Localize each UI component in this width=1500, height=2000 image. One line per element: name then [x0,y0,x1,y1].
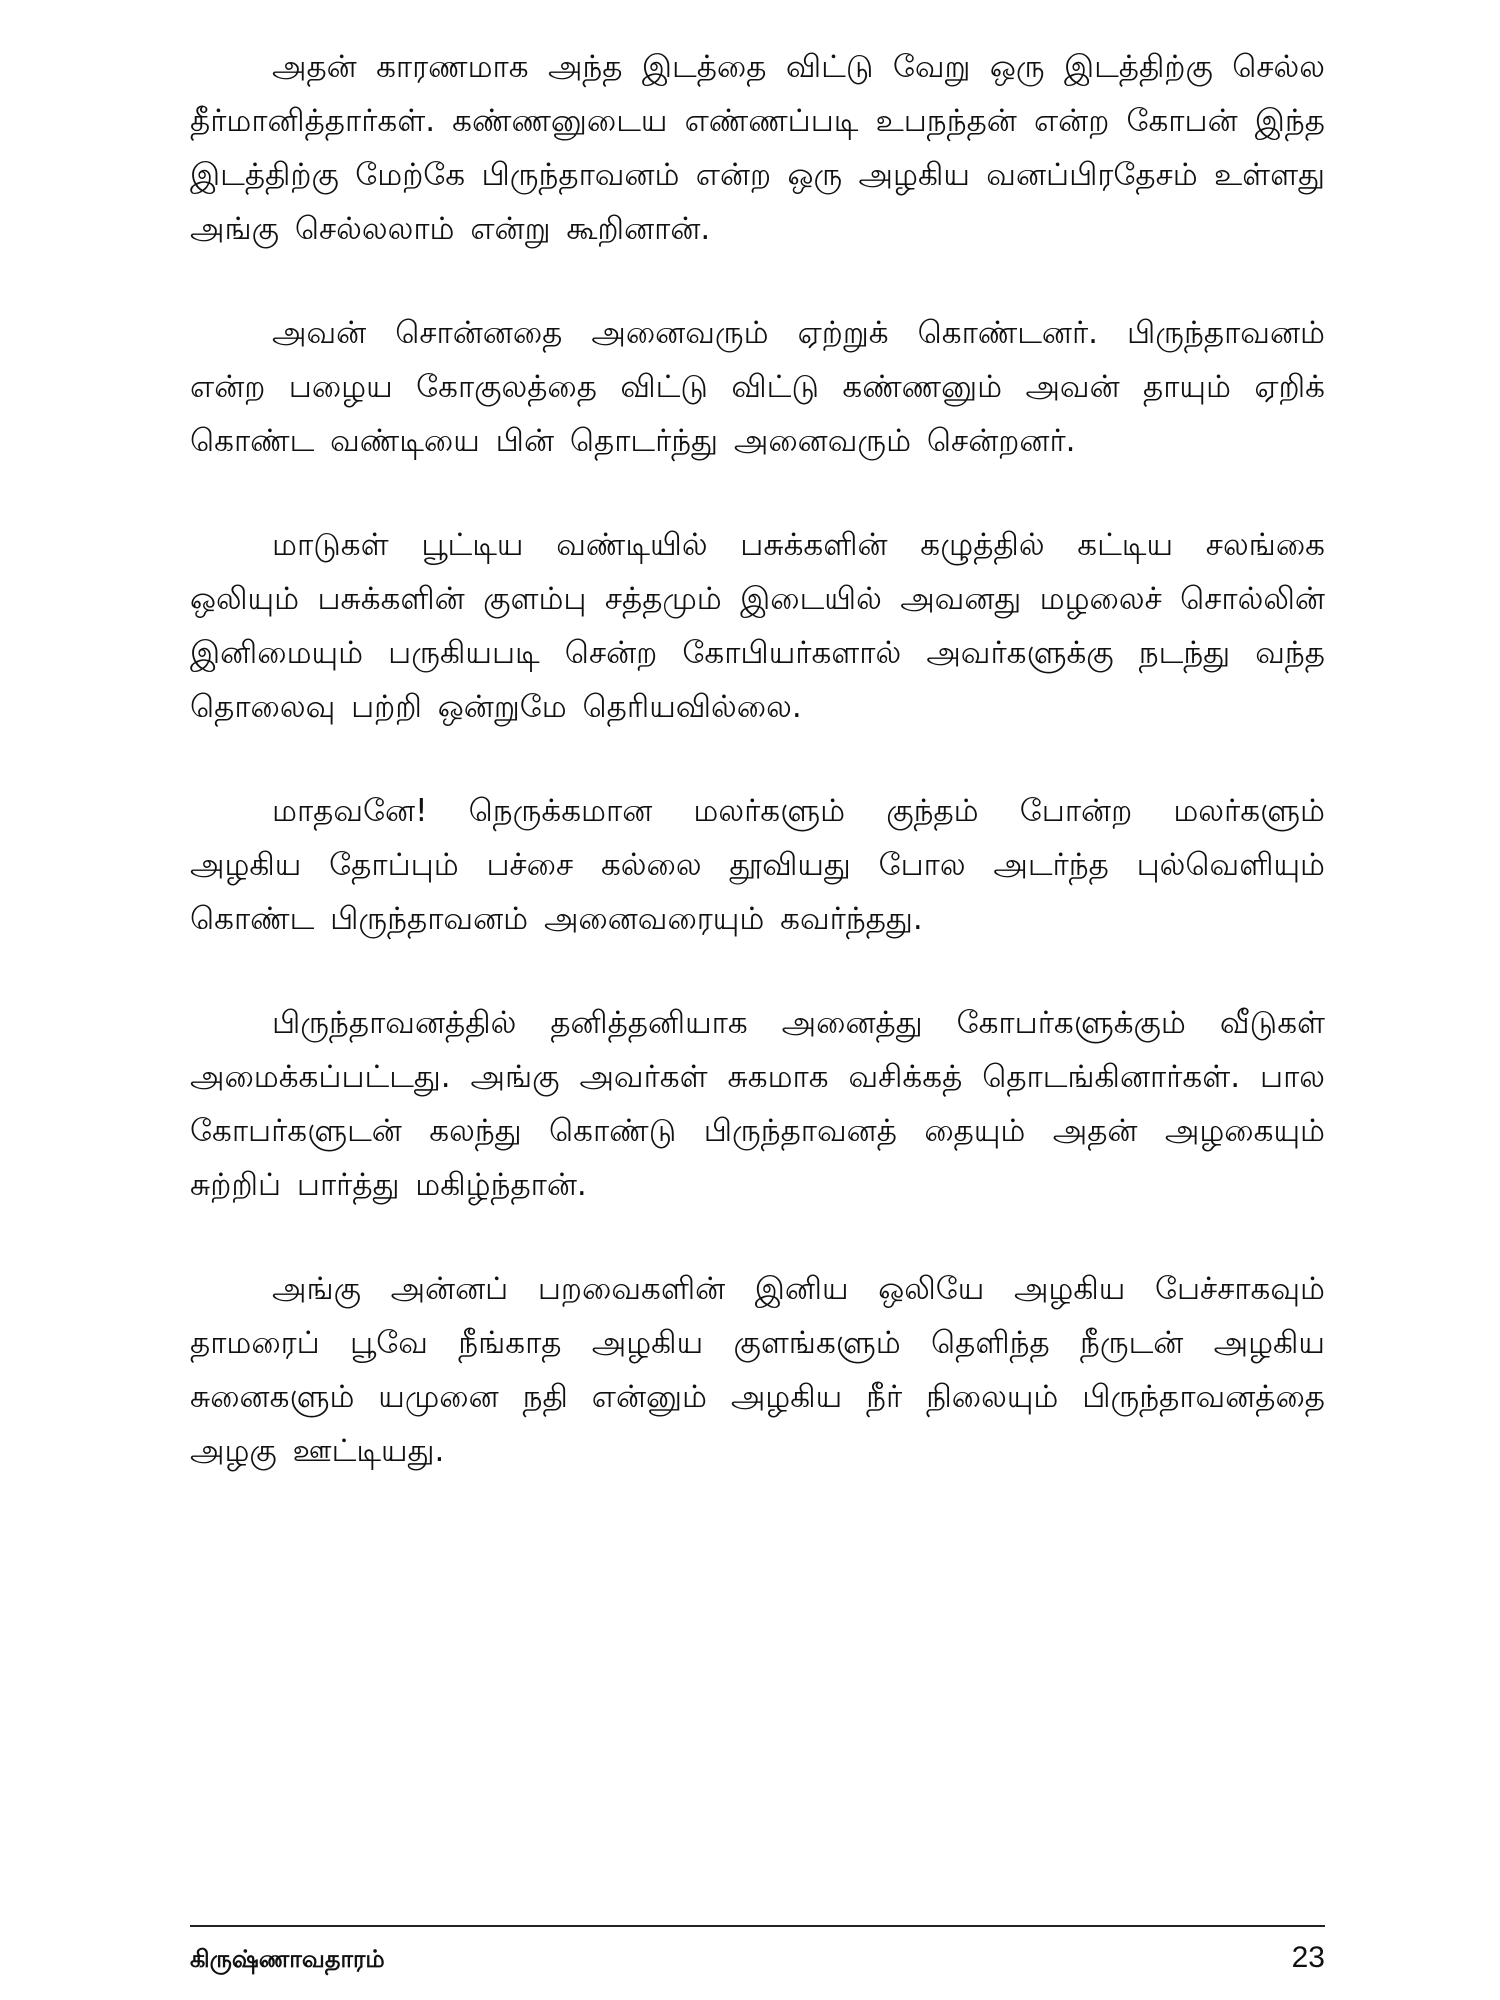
paragraph-1: அதன் காரணமாக அந்த இடத்தை விட்டு வேறு ஒரு இடத்திற்கு செல்ல தீர்மானித்தார்கள். கண்ணனுடைய எண்ணப்படி உபநந்தன் என்ற கோபன் இந்த இடத்திற்கு மேற்கே பிருந்தாவனம் என்ற ஒரு அழகிய வனப்பிரதேசம் உள்ளது அங்கு செல்லலாம் என்று கூறினான். [190,49,1325,247]
page-footer [190,1925,1325,1985]
paragraph-3: மாடுகள் பூட்டிய வண்டியில் பசுக்களின் கழுத்தில் கட்டிய சலங்கை ஒலியும் பசுக்களின் குளம்பு சத்தமும் இடையில் அவனது மழலைச் சொல்லின் இனிமையும் பருகியபடி சென்ற கோபியர்களால் அவர்களுக்கு நடந்து வந்த தொலைவு பற்றி ஒன்றுமே தெரியவில்லை. [190,527,1325,725]
paragraph-2: அவன் சொன்னதை அனைவரும் ஏற்றுக் கொண்டனர். பிருந்தாவனம் என்ற பழைய கோகுலத்தை விட்டு விட்டு கண்ணனும் அவன் தாயும் ஏறிக் கொண்ட வண்டியை பின் தொடர்ந்து அனைவரும் சென்றனர். [190,315,1325,459]
page-body [190,40,1325,1920]
page-number: 23 [1291,1941,1325,1974]
footer-divider [190,1925,1325,1927]
paragraph-5: பிருந்தாவனத்தில் தனித்தனியாக அனைத்து கோபர்களுக்கும் வீடுகள் அமைக்கப்பட்டது. அங்கு அவர்கள் சுகமாக வசிக்கத் தொடங்கினார்கள். பால கோபர்களுடன் கலந்து கொண்டு பிருந்தாவனத் தையும் அதன் அழகையும் சுற்றிப் பார்த்து மகிழ்ந்தான். [190,1005,1325,1203]
footer-row [190,1941,1325,1976]
paragraph-6: அங்கு அன்னப் பறவைகளின் இனிய ஒலியே அழகிய பேச்சாகவும் தாமரைப் பூவே நீங்காத அழகிய குளங்களும் தெளிந்த நீருடன் அழகிய சுனைகளும் யமுனை நதி என்னும் அழகிய நீர் நிலையும் பிருந்தாவனத்தை அழகு ஊட்டியது. [190,1271,1325,1469]
book-title: கிருஷ்ணாவதாரம் [190,1945,385,1973]
paragraph-4: மாதவனே! நெருக்கமான மலர்களும் குந்தம் போன்ற மலர்களும் அழகிய தோப்பும் பச்சை கல்லை தூவியது போல அடர்ந்த புல்வெளியும் கொண்ட பிருந்தாவனம் அனைவரையும் கவர்ந்தது. [190,793,1325,937]
